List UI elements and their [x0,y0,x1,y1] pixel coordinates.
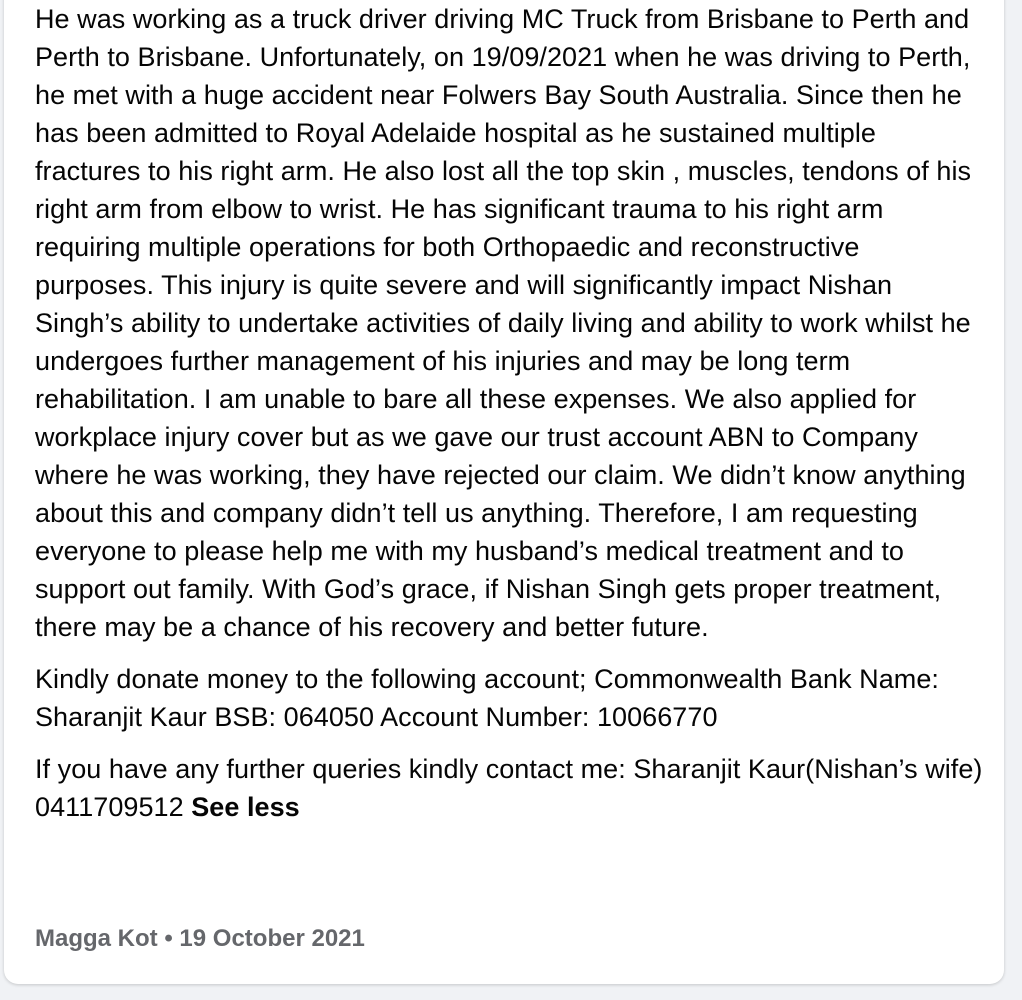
post-paragraph-story: He was working as a truck driver driving MC Truck from Brisbane to Perth and Perth to Brisbane. Unfortunately, on 19/09/2021 when he was driving to Perth, he met with a huge accident near Folwers Bay South Australia. Since then he has been admitted to Royal Adelaide hospital as he sustained multiple fractures to his right arm. He also lost all the top skin , muscles, tendons of his right arm from elbow to wrist. He has significant trauma to his right arm requiring multiple operations for both Orthopaedic and reconstructive purposes. This injury is quite severe and will significantly impact Nishan Singh’s ability to undertake activities of daily living and ability to work whilst he undergoes further management of his injuries and may be long term rehabilitation. I am unable to bare all these expenses. We also applied for workplace injury cover but as we gave our trust account ABN to Company where he was working, they have rejected our claim. We didn’t know anything about this and company didn’t tell us anything. Therefore, I am requesting everyone to please help me with my husband’s medical treatment and to support out family. With God’s grace, if Nishan Singh gets proper treatment, there may be a chance of his recovery and better future. [35,4,972,642]
post-meta [35,924,365,954]
post-card [4,0,1004,984]
post-paragraph-contact [35,750,985,826]
post-paragraph-bank-details: Kindly donate money to the following account; Commonwealth Bank Name: Sharanjit Kaur BSB: 064050 Account Number: 10066770 [35,664,939,732]
see-less-button[interactable]: See less [191,792,300,822]
author-name[interactable]: Magga Kot [35,925,158,952]
contact-text: If you have any further queries kindly contact me: Sharanjit Kaur(Nishan’s wife) 0411709512 [35,754,983,822]
meta-separator: • [157,925,180,952]
post-body [35,0,985,826]
post-date[interactable]: 19 October 2021 [179,925,365,952]
